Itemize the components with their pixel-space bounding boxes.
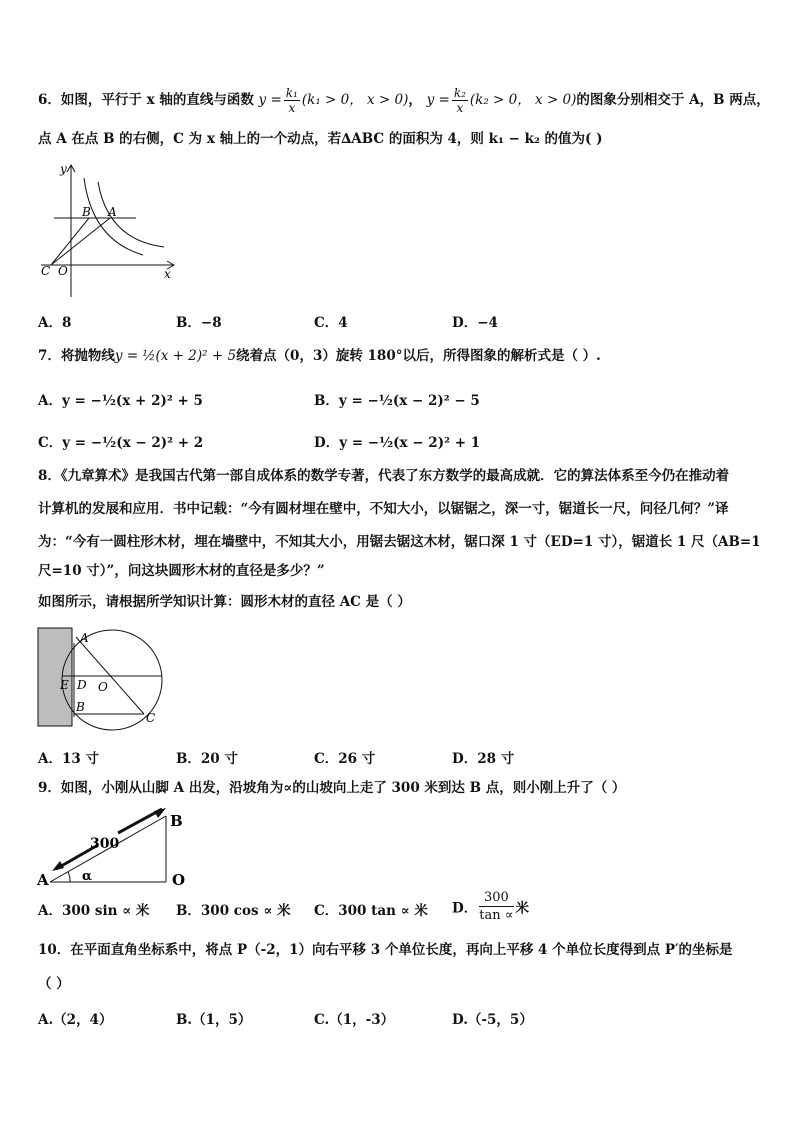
q7-option-b[interactable]: B．y = −½(x − 2)² − 5	[314, 393, 480, 409]
q6-stem-line1: 6．如图，平行于 x 轴的直线与函数 y = $\frac{\text{k₁}}{x}$ (k₁ > 0， x > 0)， y = $\frac{\text{k₂}}{x}$ (k₂ > 0， x > 0)的图象分别相交于 A，B 两点，	[38, 86, 770, 115]
q8-stem-line1: 8．《九章算术》是我国古代第一部自成体系的数学专著，代表了东方数学的最高成就．它的算法体系至今仍在推动着	[38, 468, 730, 484]
q8-option-d[interactable]: D．28 寸	[452, 751, 515, 767]
q10-option-c[interactable]: C.（1，-3）	[314, 1012, 395, 1028]
q9-stem: 9．如图，小刚从山脚 A 出发，沿坡角为∝的山坡向上走了 300 米到达 B 点，则小刚上升了（ ）	[38, 780, 626, 796]
q9-label-len: 300	[90, 836, 120, 852]
q10-option-d[interactable]: D.（-5，5）	[452, 1012, 533, 1028]
q6-option-a[interactable]: A．8	[38, 315, 72, 331]
q7-option-a[interactable]: A．y = −½(x + 2)² + 5	[38, 393, 203, 409]
q6-func2-lhs: y =	[426, 92, 450, 108]
q8-stem-line4: 尺=10 寸）”，问这块圆形木材的直径是多少？”	[38, 563, 325, 579]
q9-label-A: A	[37, 871, 49, 889]
q8-figure	[36, 624, 166, 732]
q8-option-a[interactable]: A．13 寸	[38, 751, 99, 767]
q8-stem-line2: 计算机的发展和应用．书中记载：“今有圆材埋在壁中，不知大小，以锯锯之，深一寸，锯道长一尺，问径几何？”译	[38, 501, 729, 517]
q9-option-b[interactable]: B．300 cos ∝ 米	[176, 903, 291, 919]
q9-label-B: B	[170, 812, 183, 830]
q6-label-O: O	[58, 264, 68, 278]
q8-option-c[interactable]: C．26 寸	[314, 751, 376, 767]
q8-label-O: O	[98, 680, 108, 694]
q6-func1-lhs: y =	[258, 92, 282, 108]
q6-label-B: B	[82, 205, 91, 219]
q7-stem	[38, 346, 601, 366]
q7-option-d[interactable]: D．y = −½(x − 2)² + 1	[314, 435, 481, 451]
q6-label-A: A	[108, 205, 117, 219]
q10-stem-line2: （ ）	[38, 976, 70, 992]
q8-label-A: A	[80, 631, 89, 645]
q10-stem-line1: 10．在平面直角坐标系中，将点 P（-2，1）向右平移 3 个单位长度，再向上平移 4 个单位长度得到点 P′的坐标是	[38, 942, 733, 958]
q8-label-C: C	[146, 711, 156, 725]
q6-option-c[interactable]: C．4	[314, 315, 348, 331]
q6-option-b[interactable]: B．−8	[176, 315, 222, 331]
q6-label-C: C	[41, 264, 51, 278]
q9-figure	[36, 808, 196, 890]
q6-text-b: 的图象分别相交于 A，B 两点，	[576, 92, 770, 108]
q6-option-d[interactable]: D．−4	[452, 315, 498, 331]
q6-label-y: y	[60, 162, 67, 176]
q6-figure	[36, 160, 181, 300]
q6-stem-line2: 点 A 在点 B 的右侧，C 为 x 轴上的一个动点，若∆ABC 的面积为 4，则 k₁ − k₂ 的值为( )	[38, 131, 603, 147]
q6-func1-fraction: $\frac{\text{k₁}}{x}$	[285, 86, 298, 115]
q8-stem-line5: 如图所示，请根据所学知识计算：圆形木材的直径 AC 是（ ）	[38, 594, 411, 610]
q7-text-a: 7．将抛物线	[38, 348, 115, 364]
q7-parabola: y = ½(x + 2)² + 5	[114, 348, 237, 364]
q6-label-x: x	[164, 267, 171, 281]
q6-func2-cond: (k₂ > 0， x > 0)	[469, 92, 577, 108]
q10-option-b[interactable]: B.（1，5）	[176, 1012, 252, 1028]
q9-option-c[interactable]: C．300 tan ∝ 米	[314, 903, 428, 919]
q9-option-d-fraction: $\frac{300}{\tan \propto}$	[479, 890, 514, 923]
q8-label-D: D	[77, 678, 87, 692]
q8-stem-line3: 为：“今有一圆柱形木材，埋在墙壁中，不知其大小，用锯去锯这木材，锯口深 1 寸（ED=1 寸），锯道长 1 尺（AB=1	[38, 534, 761, 550]
q7-text-b: 绕着点（0，3）旋转 180°以后，所得图象的解析式是（ ）.	[236, 348, 601, 364]
q7-option-c[interactable]: C．y = −½(x − 2)² + 2	[38, 435, 204, 451]
q9-label-O: O	[172, 871, 186, 889]
q8-label-B: B	[76, 700, 85, 714]
q9-option-a[interactable]: A．300 sin ∝ 米	[38, 903, 150, 919]
q6-func1-cond: (k₁ > 0， x > 0)	[301, 92, 409, 108]
q6-func2-fraction: $\frac{\text{k₂}}{x}$	[453, 86, 466, 115]
q10-option-a[interactable]: A.（2，4）	[38, 1012, 113, 1028]
q9-option-d[interactable]: D． $\frac{300}{\tan \propto}$ 米	[452, 890, 529, 923]
q8-label-E: E	[60, 678, 69, 692]
q9-label-angle: α	[82, 869, 93, 884]
q6-text-a: 6．如图，平行于 x 轴的直线与函数	[38, 92, 254, 108]
q8-option-b[interactable]: B．20 寸	[176, 751, 238, 767]
